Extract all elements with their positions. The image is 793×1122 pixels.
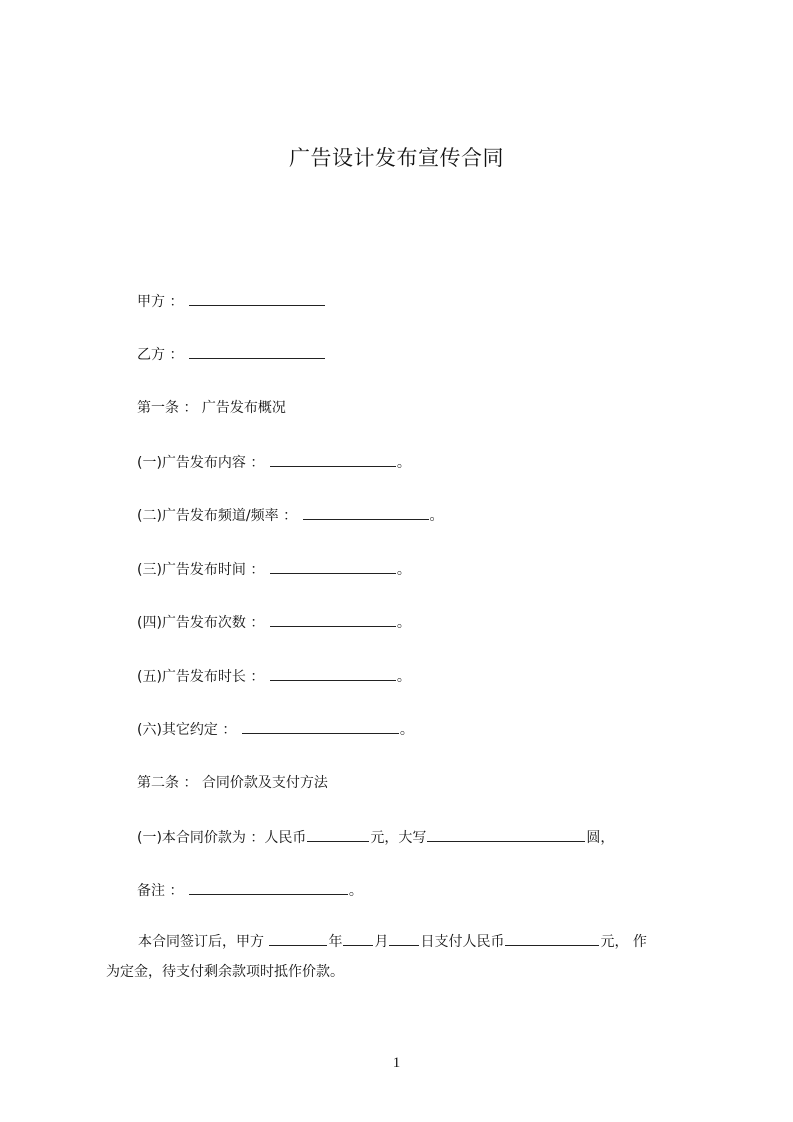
para-month: 月: [374, 934, 389, 950]
price-amount-blank[interactable]: [307, 827, 369, 842]
party-b-label: 乙方 ：: [137, 347, 184, 363]
item-blank[interactable]: [270, 666, 396, 681]
para-year: 年: [328, 934, 343, 950]
item-blank[interactable]: [270, 452, 396, 467]
article-1-heading: 第一条 ： 广告发布概况: [137, 400, 286, 416]
item-label: (六)其它约定 ：: [137, 722, 237, 738]
year-blank[interactable]: [269, 931, 327, 946]
item-blank[interactable]: [303, 505, 429, 520]
party-a-label: 甲方 ：: [137, 294, 184, 310]
item-period: 。: [396, 455, 411, 471]
item-blank[interactable]: [270, 559, 396, 574]
item-period: 。: [399, 722, 414, 738]
remark-blank[interactable]: [189, 880, 348, 895]
article-1-item-6: [137, 719, 414, 740]
item-label: (二)广告发布频道/频率 ：: [137, 508, 298, 524]
price-label: (一)本合同价款为 ：人民币: [137, 830, 307, 846]
item-label: (一)广告发布内容 ：: [137, 455, 265, 471]
party-a-blank[interactable]: [189, 291, 325, 306]
price-uppercase-blank[interactable]: [427, 827, 585, 842]
item-period: 。: [396, 562, 411, 578]
day-blank[interactable]: [389, 931, 419, 946]
remark-period: 。: [348, 883, 363, 899]
price-suffix: 圆，: [586, 830, 615, 846]
article-1-item-1: [137, 452, 411, 473]
remark-label: 备注 ：: [137, 883, 184, 899]
item-period: 。: [396, 615, 411, 631]
article-1-item-3: [137, 559, 411, 580]
article-1-item-2: [137, 505, 444, 526]
month-blank[interactable]: [343, 931, 373, 946]
article-1-item-4: [137, 612, 411, 633]
remark-line: [137, 880, 363, 901]
party-b-line: [137, 344, 326, 365]
party-a-line: [137, 291, 326, 312]
deposit-amount-blank[interactable]: [505, 931, 599, 946]
article-2-heading: 第二条 ： 合同价款及支付方法: [137, 775, 328, 791]
para-start: 本合同签订后，甲方: [138, 934, 269, 950]
para-yuan-zuo: 元， 作: [600, 934, 647, 950]
payment-paragraph: [106, 927, 704, 987]
para-day: 日支付人民币: [420, 934, 505, 950]
item-period: 。: [429, 508, 444, 524]
item-label: (五)广告发布时长 ：: [137, 669, 265, 685]
item-label: (三)广告发布时间 ：: [137, 562, 265, 578]
price-yuan-label: 元，大写: [370, 830, 427, 846]
party-b-blank[interactable]: [189, 344, 325, 359]
page-number: 1: [392, 1055, 401, 1071]
para-line-2: 为定金，待支付剩余款项时抵作价款。: [106, 964, 344, 980]
item-blank[interactable]: [270, 612, 396, 627]
document-title: 广告设计发布宣传合同: [289, 146, 504, 170]
article-2-item-1: [137, 827, 614, 848]
item-period: 。: [396, 669, 411, 685]
article-1-item-5: [137, 666, 411, 687]
item-blank[interactable]: [242, 719, 399, 734]
item-label: (四)广告发布次数 ：: [137, 615, 265, 631]
